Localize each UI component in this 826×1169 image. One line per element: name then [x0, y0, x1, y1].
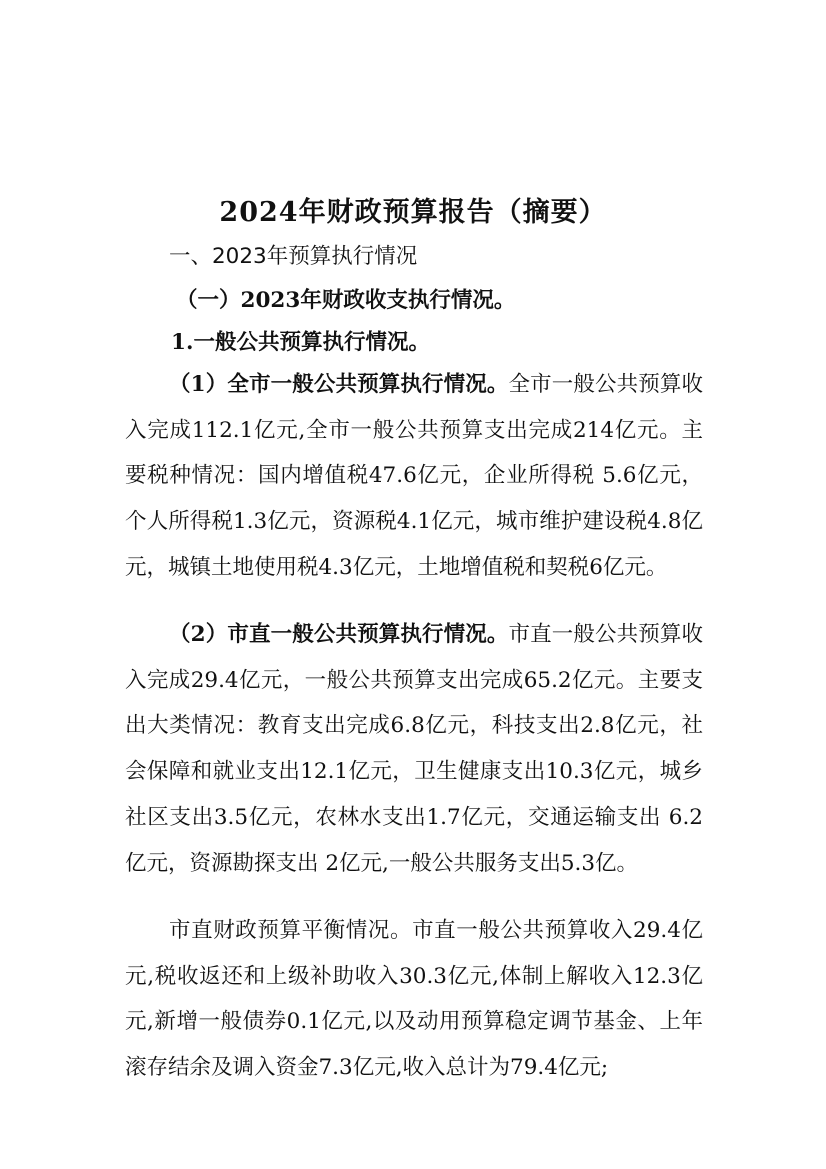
paragraph-citywide-budget — [125, 362, 703, 591]
item-heading: 1.一般公共预算执行情况。 — [171, 330, 430, 355]
subsection-heading: （一）2023年财政收支执行情况。 — [176, 288, 516, 313]
paragraph-lead: （2）市直一般公共预算执行情况。 — [169, 622, 509, 647]
document-title: 2024年财政预算报告（摘要） — [219, 197, 607, 228]
paragraph-body: 市直财政预算平衡情况。市直一般公共预算收入29.4亿元,税收返还和上级补助收入30.3亿元,体制上解收入12.3亿元,新增一般债券0.1亿元,以及动用预算稳定调节基金、上年滚存结余及调入资金7.3亿元,收入总计为79.4亿元; — [125, 918, 703, 1081]
paragraph-budget-balance — [125, 908, 703, 1091]
paragraph-municipal-budget — [125, 612, 703, 886]
paragraph-body: 全市一般公共预算收入完成112.1亿元,全市一般公共预算支出完成214亿元。主要税种情况：国内增值税47.6亿元，企业所得税 5.6亿元，个人所得税1.3亿元，资源税4.1亿元，城市维护建设税4.8亿元，城镇土地使用税4.3亿元，土地增值税和契税6亿元。 — [125, 372, 703, 580]
paragraph-lead: （1）全市一般公共预算执行情况。 — [169, 372, 509, 397]
section-heading: 一、2023年预算执行情况 — [169, 244, 418, 269]
paragraph-body: 市直一般公共预算收入完成29.4亿元，一般公共预算支出完成65.2亿元。主要支出大类情况：教育支出完成6.8亿元，科技支出2.8亿元，社会保障和就业支出12.1亿元，卫生健康支出10.3亿元，城乡社区支出3.5亿元，农林水支出1.7亿元，交通运输支出 6.2亿元，资源勘探支出 2亿元,一般公共服务支出5.3亿。 — [125, 622, 703, 876]
